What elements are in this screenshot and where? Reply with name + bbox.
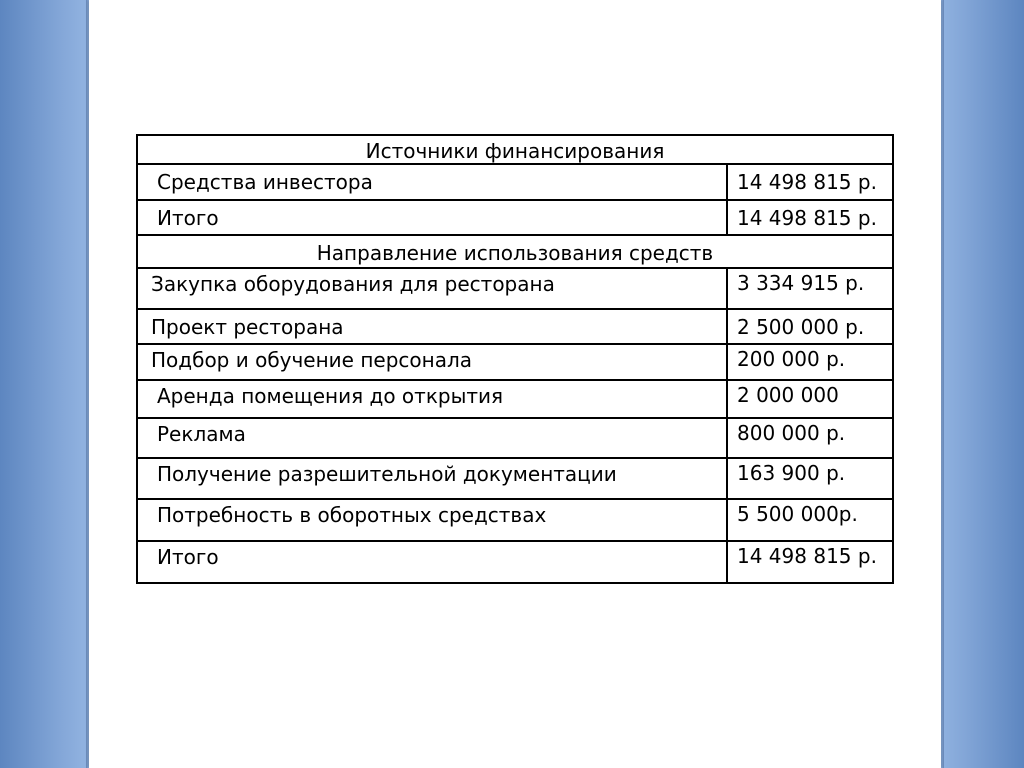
table-row [136,459,894,500]
uses-header-row [136,236,894,269]
row-label: Реклама [138,419,728,457]
table-row [136,381,894,419]
table-row [136,269,894,310]
row-value: 3 334 915 р. [737,270,865,295]
row-value: 14 498 815 р. [737,543,877,568]
sources-header-row [136,134,894,165]
row-value: 2 500 000 р. [737,314,865,339]
table-row [136,542,894,584]
table-row [136,310,894,345]
row-label: Средства инвестора [138,165,728,199]
table-row [136,201,894,236]
row-value: 163 900 р. [737,460,846,485]
table-row [136,165,894,201]
row-value: 800 000 р. [737,420,846,445]
uses-header: Направление использования средств [316,240,714,265]
table-row [136,345,894,381]
table-row [136,419,894,459]
row-value: 14 498 815 р. [737,170,877,194]
row-label: Итого [138,542,728,582]
row-value: 200 000 р. [737,346,846,371]
row-value: 14 498 815 р. [737,205,877,230]
row-label: Проект ресторана [138,310,728,343]
row-label: Потребность в оборотных средствах [138,500,728,540]
sources-header: Источники финансирования [365,138,665,163]
financing-table [136,134,894,584]
row-label: Получение разрешительной документации [138,459,728,498]
row-value: 2 000 000 [737,382,839,407]
row-label: Закупка оборудования для ресторана [138,269,728,308]
row-label: Подбор и обучение персонала [138,345,728,379]
row-label: Итого [138,201,728,234]
page-shadow-right [941,0,944,768]
row-value: 5 500 000р. [737,501,858,526]
table-row [136,500,894,542]
row-label: Аренда помещения до открытия [138,381,728,417]
